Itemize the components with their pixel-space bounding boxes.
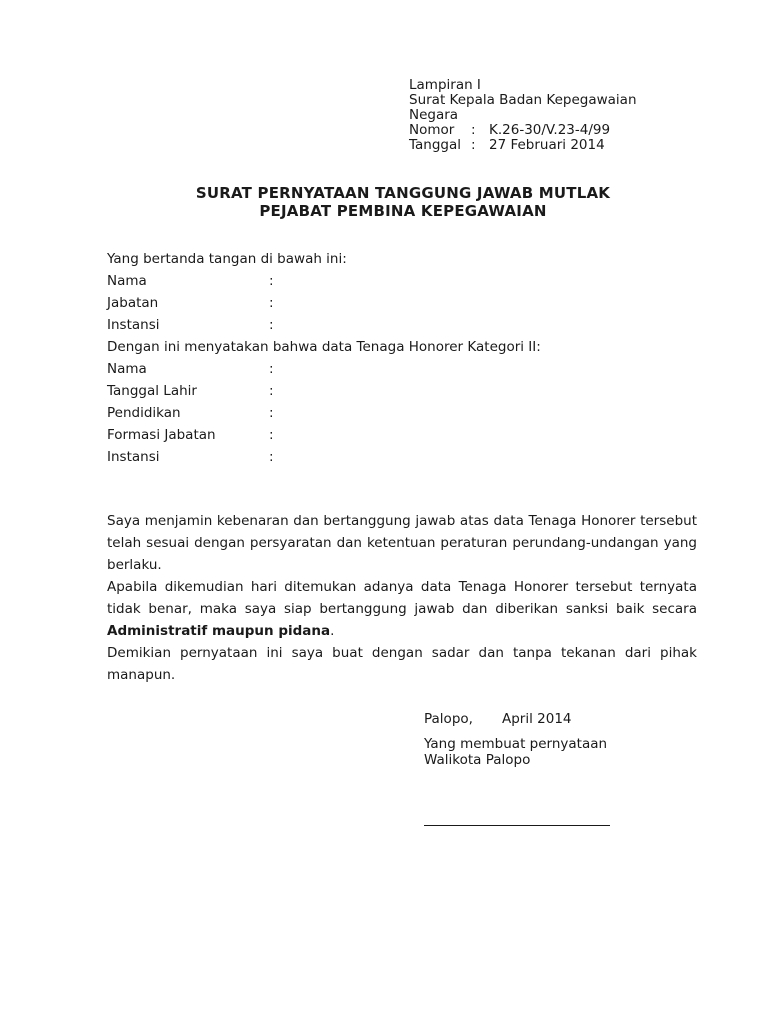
signature-official-title: Walikota Palopo [424, 752, 531, 768]
field-label: Jabatan [107, 295, 159, 311]
document-title-line1: SURAT PERNYATAAN TANGGUNG JAWAB MUTLAK [195, 184, 611, 202]
attachment-reference [409, 78, 669, 153]
attachment-number-value: K.26-30/V.23-4/99 [489, 122, 611, 138]
statement-paragraph-2 [107, 576, 697, 642]
signature-line [424, 825, 610, 826]
field-label: Instansi [107, 449, 160, 465]
attachment-number-row [409, 123, 669, 138]
signer-intro: Yang bertanda tangan di bawah ini: [107, 251, 347, 267]
field-label: Tanggal Lahir [107, 383, 197, 399]
field-colon: : [269, 361, 274, 377]
field-colon: : [269, 295, 274, 311]
signer-field-agency [107, 314, 707, 336]
statement-paragraph-3: Demikian pernyataan ini saya buat dengan sadar dan tanpa tekanan dari pihak manapun. [107, 645, 697, 683]
attachment-number-label: Nomor [409, 122, 455, 138]
field-colon: : [269, 273, 274, 289]
signature-maker-label: Yang membuat pernyataan [424, 736, 608, 752]
field-colon: : [269, 405, 274, 421]
attachment-date-value: 27 Februari 2014 [489, 137, 605, 153]
honorer-field-education [107, 402, 707, 424]
field-colon: : [269, 449, 274, 465]
field-colon: : [269, 317, 274, 333]
field-label: Instansi [107, 317, 160, 333]
document-title [0, 184, 768, 220]
attachment-letter-line1: Surat Kepala Badan Kepegawaian [409, 92, 637, 108]
signature-block [424, 708, 684, 768]
statement-paragraph-2-text: Apabila dikemudian hari ditemukan adanya data Tenaga Honorer tersebut ternyata tidak benar, maka saya siap bertanggung jawab dan diberikan sanksi baik secara [107, 579, 697, 617]
statement-paragraph-1: Saya menjamin kebenaran dan bertanggung jawab atas data Tenaga Honorer tersebut telah sesuai dengan persyaratan dan ketentuan peraturan perundang-undangan yang berlaku. [107, 513, 697, 573]
field-label: Pendidikan [107, 405, 181, 421]
signature-city: Palopo, [424, 711, 473, 727]
signature-place-date [424, 708, 684, 730]
statement-body [107, 510, 697, 686]
attachment-date-label: Tanggal [409, 137, 462, 153]
signature-maker [424, 736, 684, 768]
document-title-line2: PEJABAT PEMBINA KEPEGAWAIAN [259, 202, 547, 220]
signer-field-position [107, 292, 707, 314]
field-colon: : [269, 427, 274, 443]
field-label: Nama [107, 273, 147, 289]
attachment-date-row [409, 138, 669, 153]
honorer-intro: Dengan ini menyatakan bahwa data Tenaga Honorer Kategori II: [107, 339, 541, 355]
form-fields [107, 248, 707, 468]
field-label: Formasi Jabatan [107, 427, 216, 443]
field-colon: : [269, 383, 274, 399]
honorer-field-birthdate [107, 380, 707, 402]
field-label: Nama [107, 361, 147, 377]
statement-sanction-emphasis: Administratif maupun pidana [107, 623, 331, 639]
attachment-date-colon: : [471, 137, 476, 153]
attachment-label: Lampiran I [409, 77, 481, 93]
honorer-field-formation [107, 424, 707, 446]
signature-date: April 2014 [502, 711, 572, 727]
attachment-number-colon: : [471, 122, 476, 138]
honorer-field-name [107, 358, 707, 380]
statement-paragraph-2-end: . [330, 623, 335, 639]
honorer-field-agency [107, 446, 707, 468]
attachment-letter-line2: Negara [409, 107, 459, 123]
signer-field-name [107, 270, 707, 292]
